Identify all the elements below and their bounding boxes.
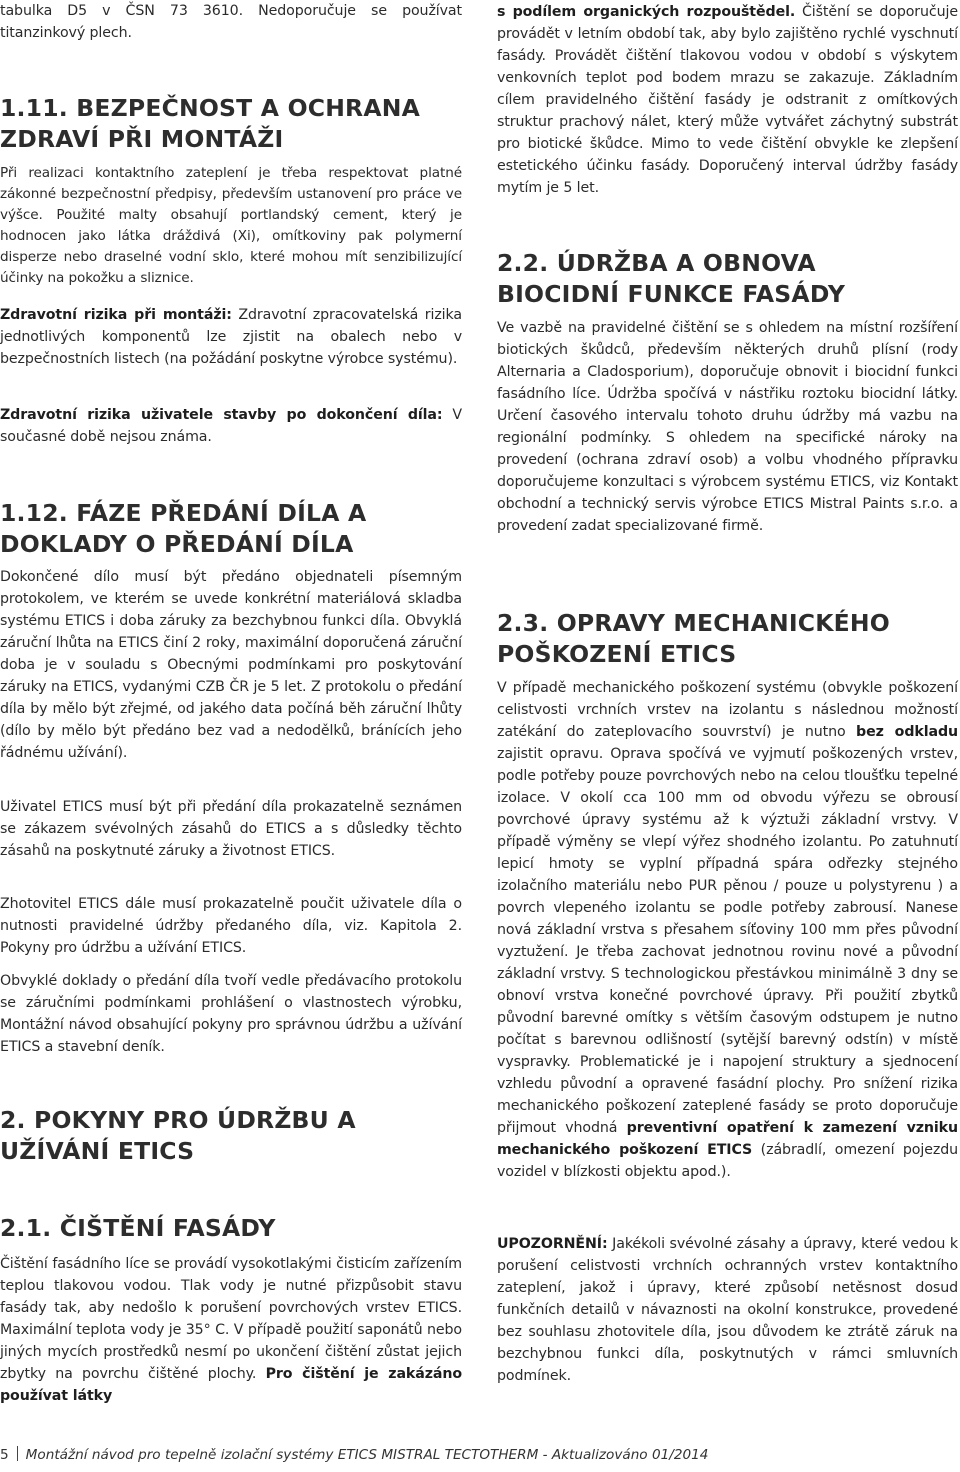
warning-label: UPOZORNĚNÍ:	[497, 1236, 608, 1252]
page-number: 5	[0, 1447, 9, 1463]
section-1-12-paragraph-2: Uživatel ETICS musí být při předání díla prokazatelně seznámen se zákazem svévolných zásahů do ETICS a s důsledky těchto zásahů na poskytnuté záruky a životnost ETICS.	[0, 799, 462, 859]
warning-text: Jakékoli svévolné zásahy a úpravy, které vedou k porušení celistvosti vrchních ochranných vrstev kontaktního zateplení, jakož i úpravy, které způsobí netěsnost dosud funkčních detailů v návaznosti na okolní konstrukce, provedené bez souhlasu zhotovitele díla, jsou důvodem ke ztrátě záruk na bezchybnou funkci díla, poskytnutých v rámci smluvních podmínek.	[497, 1236, 958, 1384]
section-1-11-paragraph-3	[0, 404, 462, 448]
footer-document-title: Montážní návod pro tepelně izolační systémy ETICS MISTRAL TECTOTHERM - Aktualizováno 01/2014	[25, 1447, 709, 1463]
section-2-2-paragraph-1: Ve vazbě na pravidelné čištění se s ohledem na místní rozšíření biotických škůdců, především některých druhů plísní (rody Alternaria a Cladosporium), doporučuje obnovit i biocidní funkci fasádního líce. Údržba spočívá v nástřiku roztoku biocidní látky. Určení časového intervalu tohoto druhu údržby má vazbu na regionální podmínky. S ohledem na specifické nároky na provedení (ochrana zdraví osob) a volbu vhodného přípravku doporučujeme konzultaci s výrobcem systému ETICS, viz Kontakt obchodní a technický servis výrobce ETICS Mistral Paints s.r.o. a provedení zadat specializované firmě.	[497, 320, 958, 534]
section-1-12-paragraph-1: Dokončené dílo musí být předáno objednateli písemným protokolem, ve kterém se uvede konkrétní materiálová skladba systému ETICS i doba záruky za bezchybnou funkci díla. Obvyklá záruční lhůta na ETICS činí 2 roky, maximální doporučená záruční doba je v souladu s Obecnými podmínkami pro poskytování záruky na ETICS, vydanými CZB ČR je 5 let. Z protokolu o předání díla by mělo být zřejmé, od jakého data počíná běh záruční lhůty (dílo by mělo být předáno bez vad a nedodělků, bránících jeho řádnému užívání).	[0, 569, 462, 761]
preventive-measures-bold: preventivní opatření k zamezení vzniku mechanického poškození ETICS	[497, 1120, 958, 1158]
section-1-11-paragraph-1: Při realizaci kontaktního zateplení je třeba respektovat platné zákonné bezpečnostní předpisy, především ustanovení pro práce ve výšce. Použité malty obsahují portlandský cement, který je hodnocen jako látka dráždivá (Xi), omítkoviny pak polymerní disperze nebo draselné vodní sklo, které mohou mít senzibilizující účinky na pokožku a sliznice.	[0, 165, 462, 286]
repair-text-b: zajistit opravu. Oprava spočívá ve vyjmutí poškozených vrstev, podle potřeby pouze povrchových nebo na celou tloušťku tepelné izolace. V okolí cca 100 mm od obvodu výřezu se obrousí povrchové úpravy systému až k výztuži základní vrstvy. V případě výměny se vlepí výřez shodného izolantu. Po zatuhnutí lepicí hmoty se vyplní případná spára odřezky stejného izolačního materiálu nebo PUR pěnou / pouze u polystyrenu ) a povrch vlepeného izolantu se podle potřeby zabrousí. Nanese nová základní vrstva s přesahem síťoviny 100 mm přes původní vyztužení. Je třeba zachovat jednotnou rovinu nové a původní základní vrstvy. S technologickou přestávkou minimálně 3 dny se obnoví vrstva konečné povrchové úpravy. Při použití zbytků původní barevné omítky s větším časovým odstupem je nutno počítat s barevnou odlišností (sytější barevný odstín) v místě vyspravky. Problematické je i napojení struktury a sjednocení vzhledu původní a opravené fasádní plochy. Pro snížení rizika mechanického poškození zateplené fasády se proto doporučuje přijmout vhodná	[497, 746, 958, 1136]
section-2-3-paragraph-1	[497, 677, 958, 1183]
page-footer	[0, 1446, 960, 1463]
repair-text-c: (zábradlí, omezení pojezdu vozidel v blízkosti objektu apod.).	[497, 1142, 959, 1180]
section-1-12-heading: 1.12. FÁZE PŘEDÁNÍ DÍLA A DOKLADY O PŘEDÁNÍ DÍLA	[0, 499, 367, 558]
footer-divider	[17, 1446, 18, 1461]
section-2-heading: 2. POKYNY PRO ÚDRŽBU A UŽÍVÁNÍ ETICS	[0, 1106, 356, 1165]
section-1-12-paragraph-3: Zhotovitel ETICS dále musí prokazatelně poučit uživatele díla o nutnosti pravidelné údržby předaného díla, viz. Kapitola 2. Pokyny pro údržbu a užívání ETICS.	[0, 896, 462, 956]
section-2-3-warning-paragraph	[497, 1233, 958, 1387]
health-risks-user-label: Zdravotní rizika uživatele stavby po dokončení díla:	[0, 407, 443, 423]
section-2-2-heading: 2.2. ÚDRŽBA A OBNOVA BIOCIDNÍ FUNKCE FASÁDY	[497, 249, 846, 308]
section-2-1-paragraph-1	[0, 1253, 462, 1407]
health-risks-assembly-label: Zdravotní rizika při montáži:	[0, 307, 232, 323]
cleaning-text: Čištění fasádního líce se provádí vysokotlakými čisticím zařízením teplou tlakovou vodou. Tlak vody je nutné přizpůsobit stavu fasády tak, aby nedošlo k porušení povrchových vrstev ETICS. Maximální teplota vody je 35° C. V případě použití saponátů nebo jiných mycích prostředků nesmí po ukončení čištění zůstat jejich zbytky na povrchu čištěné plochy.	[0, 1256, 462, 1382]
organic-solvents-bold: s podílem organických rozpouštědel.	[497, 4, 796, 20]
cleaning-prohibition-bold: Pro čištění je zakázáno používat látky	[0, 1366, 463, 1404]
section-2-3-heading: 2.3. OPRAVY MECHANICKÉHO POŠKOZENÍ ETICS	[497, 609, 890, 668]
intro-paragraph: tabulka D5 v ČSN 73 3610. Nedoporučuje se používat titanzinkový plech.	[0, 3, 462, 41]
without-delay-bold: bez odkladu	[856, 724, 959, 740]
cleaning-continued-text: Čištění se doporučuje provádět v letním období tak, aby bylo zajištěno rychlé vyschnutí fasády. Provádět čištění tlakovou vodou v období s výskytem venkovních teplot pod bodem mrazu se zakazuje. Základním cílem pravidelného čištění fasády je odstranit z omítkových struktur prachový nálet, který může vytvářet záchytný substrát pro biotické škůdce. Mimo to vede čištění obvykle ke zlepšení estetického účinku fasády. Doporučený interval údržby fasády mytím je 5 let.	[497, 4, 958, 196]
section-1-11-heading: 1.11. BEZPEČNOST A OCHRANA ZDRAVÍ PŘI MONTÁŽI	[0, 94, 420, 153]
cleaning-continued-paragraph	[497, 1, 958, 199]
section-2-1-heading: 2.1. ČIŠTĚNÍ FASÁDY	[0, 1214, 276, 1242]
section-1-12-paragraph-4: Obvyklé doklady o předání díla tvoří vedle předávacího protokolu se záručními podmínkami prohlášení o vlastnostech výrobku, Montážní návod obsahující pokyny pro správnou údržbu a užívání ETICS a stavební deník.	[0, 973, 462, 1055]
health-risks-assembly-text: Zdravotní zpracovatelská rizika jednotlivých komponentů lze zjistit na obalech nebo v bezpečnostních listech (na požádání poskytne výrobce systému).	[0, 307, 462, 367]
health-risks-user-text: V současné době nejsou známa.	[0, 407, 462, 445]
repair-text-a: V případě mechanického poškození systému (obvykle poškození celistvosti vrchních vrstev na izolantu s následnou možností zatékání do zateplovacího souvrství) je nutno	[497, 680, 958, 740]
section-1-11-paragraph-2	[0, 304, 462, 370]
